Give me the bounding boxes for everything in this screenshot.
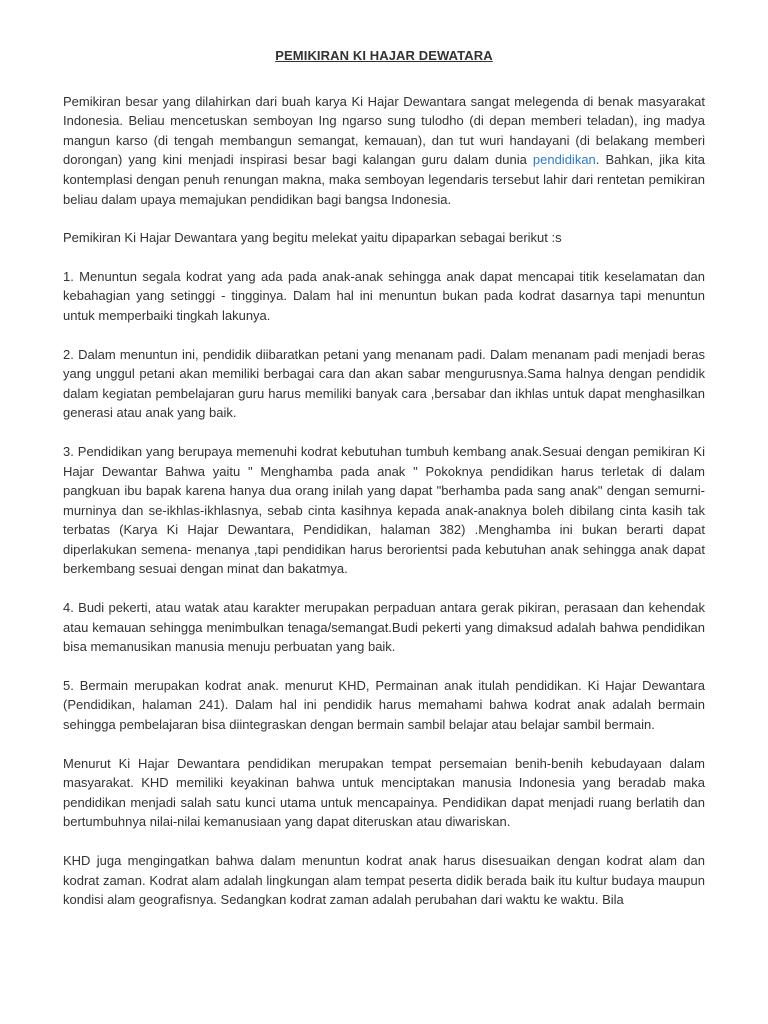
closing-paragraph-1: Menurut Ki Hajar Dewantara pendidikan merupakan tempat persemaian benih-benih kebudayaan dalam masyarakat. KHD memiliki keyakinan bahwa untuk menciptakan manusia Indonesia yang beradab maka pendidikan menjadi salah satu kunci utama untuk mencapainya. Pendidikan dapat menjadi ruang berlatih dan bertumbuhnya nilai-nilai kemanusiaan yang dapat diteruskan atau diwariskan. <box>63 755 705 830</box>
closing-paragraph-2: KHD juga mengingatkan bahwa dalam menuntun kodrat anak harus disesuaikan dengan kodrat alam dan kodrat zaman. Kodrat alam adalah lingkungan alam tempat peserta didik berada baik itu kultur budaya maupun kondisi alam geografisnya. Sedangkan kodrat zaman adalah perubahan dari waktu ke waktu. Bila <box>63 853 705 908</box>
point-2-paragraph: 2. Dalam menuntun ini, pendidik diibaratkan petani yang menanam padi. Dalam menanam padi menjadi beras yang unggul petani akan memiliki berbagai cara dan akan sabar mengurusnya.Sama halnya dengan pendidik dalam kegiatan pembelajaran guru harus memiliki banyak cara ,bersabar dan ikhlas untuk dapat menghasilkan generasi atau anak yang baik. <box>63 346 705 421</box>
point-5-paragraph: 5. Bermain merupakan kodrat anak. menurut KHD, Permainan anak itulah pendidikan. Ki Hajar Dewantara (Pendidikan, halaman 241). Dalam hal ini pendidik harus memahami bahwa kodrat anak adalah bermain sehingga pembelajaran bisa diintegraskan dengan bermain sambil belajar atau belajar sambil bermain. <box>63 677 705 733</box>
point-1-paragraph: 1. Menuntun segala kodrat yang ada pada anak-anak sehingga anak dapat mencapai titik keselamatan dan kebahagian yang setinggi - tingginya. Dalam hal ini menuntun bukan pada kodrat dasarnya tapi menuntun untuk memperbaiki tingkah lakunya. <box>63 268 705 323</box>
document-title: PEMIKIRAN KI HAJAR DEWATARA <box>275 48 493 63</box>
pendidikan-link[interactable]: pendidikan <box>532 152 596 168</box>
intro-text-after: . Bahkan, jika kita kontemplasi dengan penuh renungan makna, maka semboyan legendaris tersebut lahir dari rentetan pemikiran beliau dalam upaya memajukan pendidikan bagi bangsa Indonesia. <box>63 152 705 207</box>
intro-paragraph <box>63 92 705 210</box>
point-4-paragraph: 4. Budi pekerti, atau watak atau karakter merupakan perpaduan antara gerak pikiran, perasaan dan kehendak atau kemauan sehingga menimbulkan tenaga/semangat.Budi pekerti yang dimaksud adalah bahwa pendidikan bisa memanusikan manusia menuju perbuatan yang baik. <box>63 600 705 655</box>
point-3-paragraph: 3. Pendidikan yang berupaya memenuhi kodrat kebutuhan tumbuh kembang anak.Sesuai dengan pemikiran Ki Hajar Dewantar Bahwa yaitu " Menghamba pada anak " Pokoknya pendidikan harus terletak di dalam pangkuan ibu bapak karena hanya dua orang inilah yang dapat "berhamba pada sang anak" dengan semurni-murninya dan se-ikhlas-ikhlasnya, sebab cinta kasihnya kepada anak-anaknya boleh dibilang cinta kasih tak terbatas (Karya Ki Hajar Dewantara, Pendidikan, halaman 382) .Menghamba ini bukan berarti dapat diperlakukan semena- menanya ,tapi pendidikan harus berorientsi pada kebutuhan anak sehingga anak dapat berkembang sesuai dengan minat dan bakatmya. <box>63 443 705 577</box>
intro-text-before: Pemikiran besar yang dilahirkan dari buah karya Ki Hajar Dewantara sangat melegenda di benak masyarakat Indonesia. Beliau mencetuskan semboyan Ing ngarso sung tulodho (di depan memberi teladan), ing madya mangun karso (di tengah membangun semangat, kemauan), dan tut wuri handayani (di belakang memberi dorongan) yang kini menjadi inspirasi besar bagi kalangan guru dalam dunia <box>63 93 705 168</box>
lead-paragraph: Pemikiran Ki Hajar Dewantara yang begitu melekat yaitu dipaparkan sebagai berikut :s <box>63 230 562 246</box>
